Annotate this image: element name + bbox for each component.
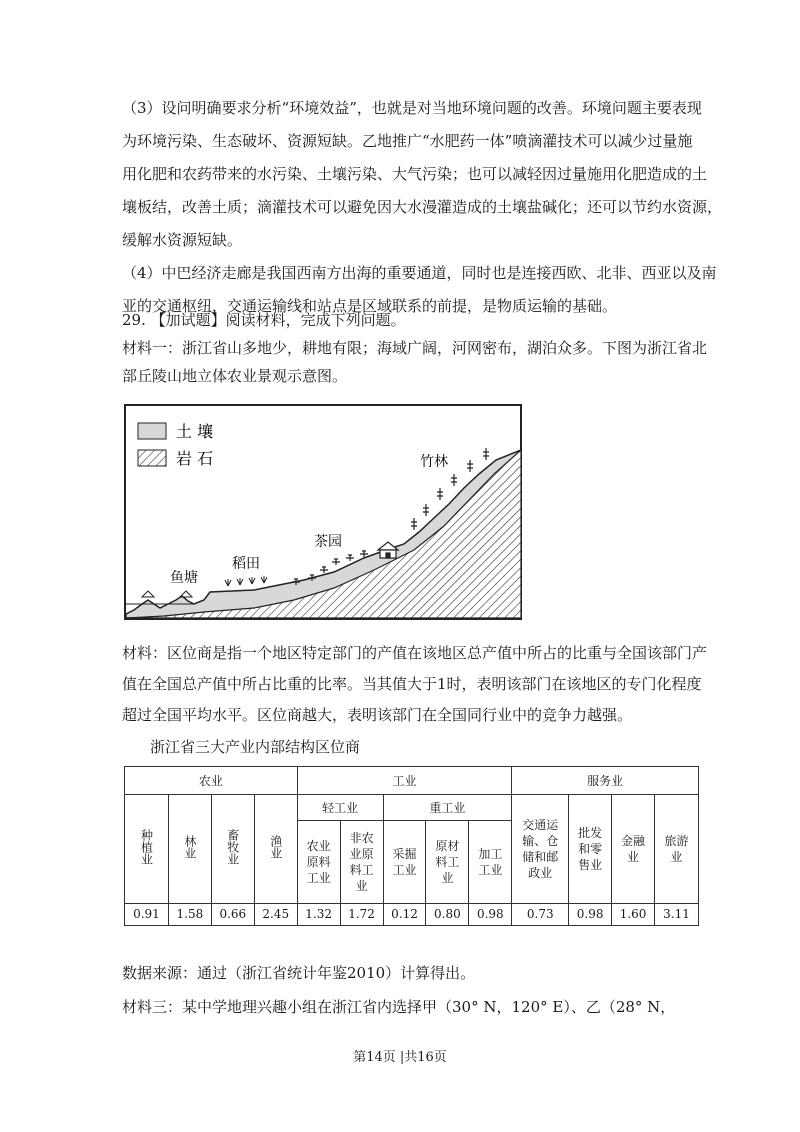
table-cell: 0.66 xyxy=(211,903,254,925)
header-agriculture: 农业 xyxy=(125,767,298,795)
table-cell: 1.58 xyxy=(168,903,211,925)
terrace-agriculture-diagram xyxy=(124,404,522,620)
col-wholesale: 批发和零售业 xyxy=(569,795,612,904)
text-line: 亚的交通枢纽，交通运输线和站点是区域联系的前提，是物质运输的基础。 xyxy=(122,297,618,315)
table-title: 浙江省三大产业内部结构区位商 xyxy=(150,738,361,756)
col-finance: 金融业 xyxy=(612,795,655,904)
text-line: 材料：区位商是指一个地区特定部门的产值在该地区总产值中所占的比重与全国该部门产 xyxy=(122,644,708,662)
legend-soil-label: 土 壤 xyxy=(176,422,214,441)
table-cell: 3.11 xyxy=(655,903,699,925)
col-planting: 种植业 xyxy=(139,829,154,865)
col-forestry: 林业 xyxy=(182,835,197,859)
text-line: 部丘陵山地立体农业景观示意图。 xyxy=(122,367,348,385)
table-cell: 2.45 xyxy=(254,903,297,925)
rock-legend-swatch xyxy=(138,450,166,466)
source-and-material-3 xyxy=(122,956,702,1024)
col-raw-material-industry: 原材料工业 xyxy=(426,821,469,904)
col-nonagri-raw-industry: 非农业原料工业 xyxy=(340,821,383,904)
table-cell: 1.32 xyxy=(297,903,340,925)
text-line: 超过全国平均水平。区位商越大，表明该部门在全国同行业中的竞争力越强。 xyxy=(122,706,633,724)
page-footer: 第14页 |共16页 xyxy=(353,1050,447,1065)
text-line: 壤板结，改善土质；滴灌技术可以避免因大水漫灌造成的土壤盐碱化；还可以节约水资源， xyxy=(122,198,723,216)
col-fishery: 渔业 xyxy=(268,835,283,859)
header-heavy-industry: 重工业 xyxy=(383,795,512,821)
answer-paragraph-3 xyxy=(122,92,723,257)
col-tourism: 旅游业 xyxy=(655,795,699,904)
col-mining-industry: 采掘工业 xyxy=(383,821,426,904)
text-line: 材料三：某中学地理兴趣小组在浙江省内选择甲（30° N，120° E）、乙（28° N， xyxy=(122,998,676,1016)
question-29 xyxy=(122,306,708,390)
location-quotient-table xyxy=(124,766,699,926)
text-line: （4）中巴经济走廊是我国西南方出海的重要通道，同时也是连接西欧、北非、西亚以及南 xyxy=(122,264,717,282)
material-2-paragraph xyxy=(122,638,708,731)
col-animal-husbandry: 畜牧业 xyxy=(225,829,240,865)
label-bamboo-forest: 竹林 xyxy=(420,454,448,470)
table-cell: 1.72 xyxy=(340,903,383,925)
col-transport: 交通运输、仓储和邮政业 xyxy=(512,795,569,904)
label-fishpond: 鱼塘 xyxy=(170,570,198,586)
label-rice-field: 稻田 xyxy=(232,556,260,572)
table-cell: 0.98 xyxy=(469,903,512,925)
legend-rock-label: 岩 石 xyxy=(176,449,214,468)
table-cell: 0.73 xyxy=(512,903,569,925)
text-line: （3）设问明确要求分析“环境效益”，也就是对当地环境问题的改善。环境问题主要表现 xyxy=(122,99,702,117)
table-cell: 0.98 xyxy=(569,903,612,925)
text-line: 值在全国总产值中所占比重的比率。当其值大于1时，表明该部门在该地区的专门化程度 xyxy=(122,675,702,693)
text-line: 数据来源：通过（浙江省统计年鉴2010）计算得出。 xyxy=(122,964,476,982)
text-line: 29. 【加试题】阅读材料，完成下列问题。 xyxy=(122,311,406,329)
table-cell: 0.91 xyxy=(125,903,169,925)
soil-legend-swatch xyxy=(138,423,166,439)
text-line: 材料一：浙江省山多地少，耕地有限；海域广阔，河网密布，湖泊众多。下图为浙江省北 xyxy=(122,339,708,357)
header-light-industry: 轻工业 xyxy=(297,795,383,821)
header-service: 服务业 xyxy=(512,767,699,795)
text-line: 为环境污染、生态破坏、资源短缺。乙地推广“水肥药一体”喷滴灌技术可以减少过量施 xyxy=(122,132,693,150)
text-line: 缓解水资源短缺。 xyxy=(122,231,243,249)
table-cell: 0.12 xyxy=(383,903,426,925)
label-tea-garden: 茶园 xyxy=(314,534,342,550)
text-line: 用化肥和农药带来的水污染、土壤污染、大气污染；也可以减轻因过量施用化肥造成的土 xyxy=(122,165,708,183)
table-cell: 1.60 xyxy=(612,903,655,925)
table-cell: 0.80 xyxy=(426,903,469,925)
header-industry: 工业 xyxy=(297,767,512,795)
col-processing-industry: 加工工业 xyxy=(469,821,512,904)
col-agri-raw-industry: 农业原料工业 xyxy=(297,821,340,904)
